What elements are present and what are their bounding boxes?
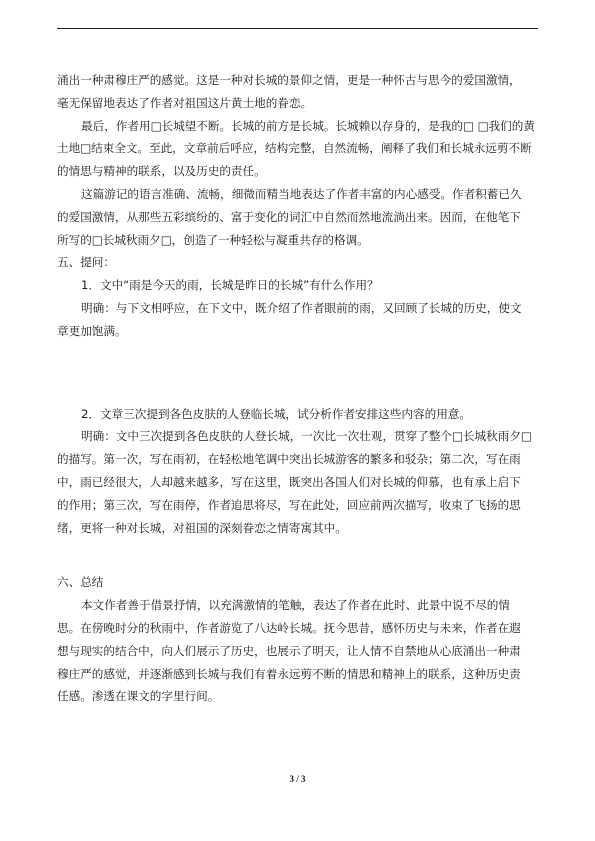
paragraph-3-line-1: 这篇游记的语言准确、流畅，细微而精当地表达了作者丰富的内心感受。作者积蓄已久 — [81, 186, 522, 201]
question-1: 1．文中“雨是今天的雨，长城是昨日的长城”有什么作用？ — [81, 278, 379, 293]
answer-2-line-1: 明确：文中三次提到各色皮肤的人登长城，一次比一次壮观，贯穿了整个□长城秋雨夕□ — [81, 429, 532, 444]
answer-1-line-2: 章更加饱满。 — [57, 323, 127, 338]
paragraph-2-line-2: 土地□结束全文。至此，文章前后呼应，结构完整，自然流畅，阐释了我们和长城永远剪不断 — [57, 141, 532, 156]
blank-space — [57, 539, 539, 571]
section-5-heading: 五、提问： — [57, 255, 115, 270]
paragraph-1-line-1: 涌出一种肃穆庄严的感觉。这是一种对长城的景仰之情，更是一种怀古与思今的爱国激情， — [57, 73, 521, 87]
answer-1-line-1: 明确：与下文相呼应，在下文中，既介绍了作者眼前的雨，又回顾了长城的历史，使文 — [81, 300, 522, 315]
summary-line-2: 思。在傍晚时分的秋雨中，作者游览了八达岭长城。抚今思昔，感怀历史与未来，作者在遐 — [57, 620, 521, 635]
page-body — [57, 69, 539, 708]
paragraph-1-line-2: 毫无保留地表达了作者对祖国这片黄土地的眷恋。 — [57, 95, 313, 110]
section-6-heading: 六、总结 — [57, 575, 104, 590]
page-number: 3 / 3 — [289, 774, 306, 784]
paragraph-3-line-2: 的爱国激情，从那些五彩缤纷的、富于变化的词汇中自然而然地流淌出来。因而，在他笔下 — [57, 209, 521, 224]
paragraph-2-line-3: 的情思与精神的联系，以及历史的责任。 — [57, 164, 266, 179]
answer-2-line-4: 的作用；第三次，写在雨停，作者追思将尽，写在此处，回应前两次描写，收束了飞扬的思 — [57, 497, 521, 512]
answer-2-line-2: 的描写。第一次，写在雨初，在轻松地笔调中突出长城游客的繁多和驳杂；第二次，写在雨 — [57, 452, 521, 467]
paragraph-3-line-3: 所写的□长城秋雨夕□，创造了一种轻松与凝重共存的格调。 — [57, 232, 369, 247]
header-rule — [57, 28, 538, 29]
summary-line-1: 本文作者善于借景抒情，以充满激情的笔触，表达了作者在此时、此景中说不尽的情 — [81, 598, 510, 613]
blank-space — [57, 343, 539, 403]
paragraph-2-line-1: 最后，作者用□长城望不断。长城的前方是长城。长城赖以存身的，是我的□ □我们的黄 — [81, 118, 535, 133]
answer-2-line-3: 中，雨已经很大，人却越来越多，写在这里，既突出各国人们对长城的仰慕，也有承上启下 — [57, 474, 521, 489]
summary-line-5: 任感。渗透在课文的字里行间。 — [57, 689, 220, 704]
summary-line-3: 想与现实的结合中，向人们展示了历史，也展示了明天，让人情不自禁地从心底涌出一种肃 — [57, 643, 521, 658]
answer-2-line-5: 绪，更将一种对长城，对祖国的深刻眷恋之情寄寓其中。 — [57, 520, 347, 535]
question-2: 2．文章三次提到各色皮肤的人登临长城，试分析作者安排这些内容的用意。 — [81, 406, 471, 421]
summary-line-4: 穆庄严的感觉，并逐渐感到长城与我们有着永远剪不断的情思和精神上的联系，这种历史责 — [57, 666, 521, 681]
